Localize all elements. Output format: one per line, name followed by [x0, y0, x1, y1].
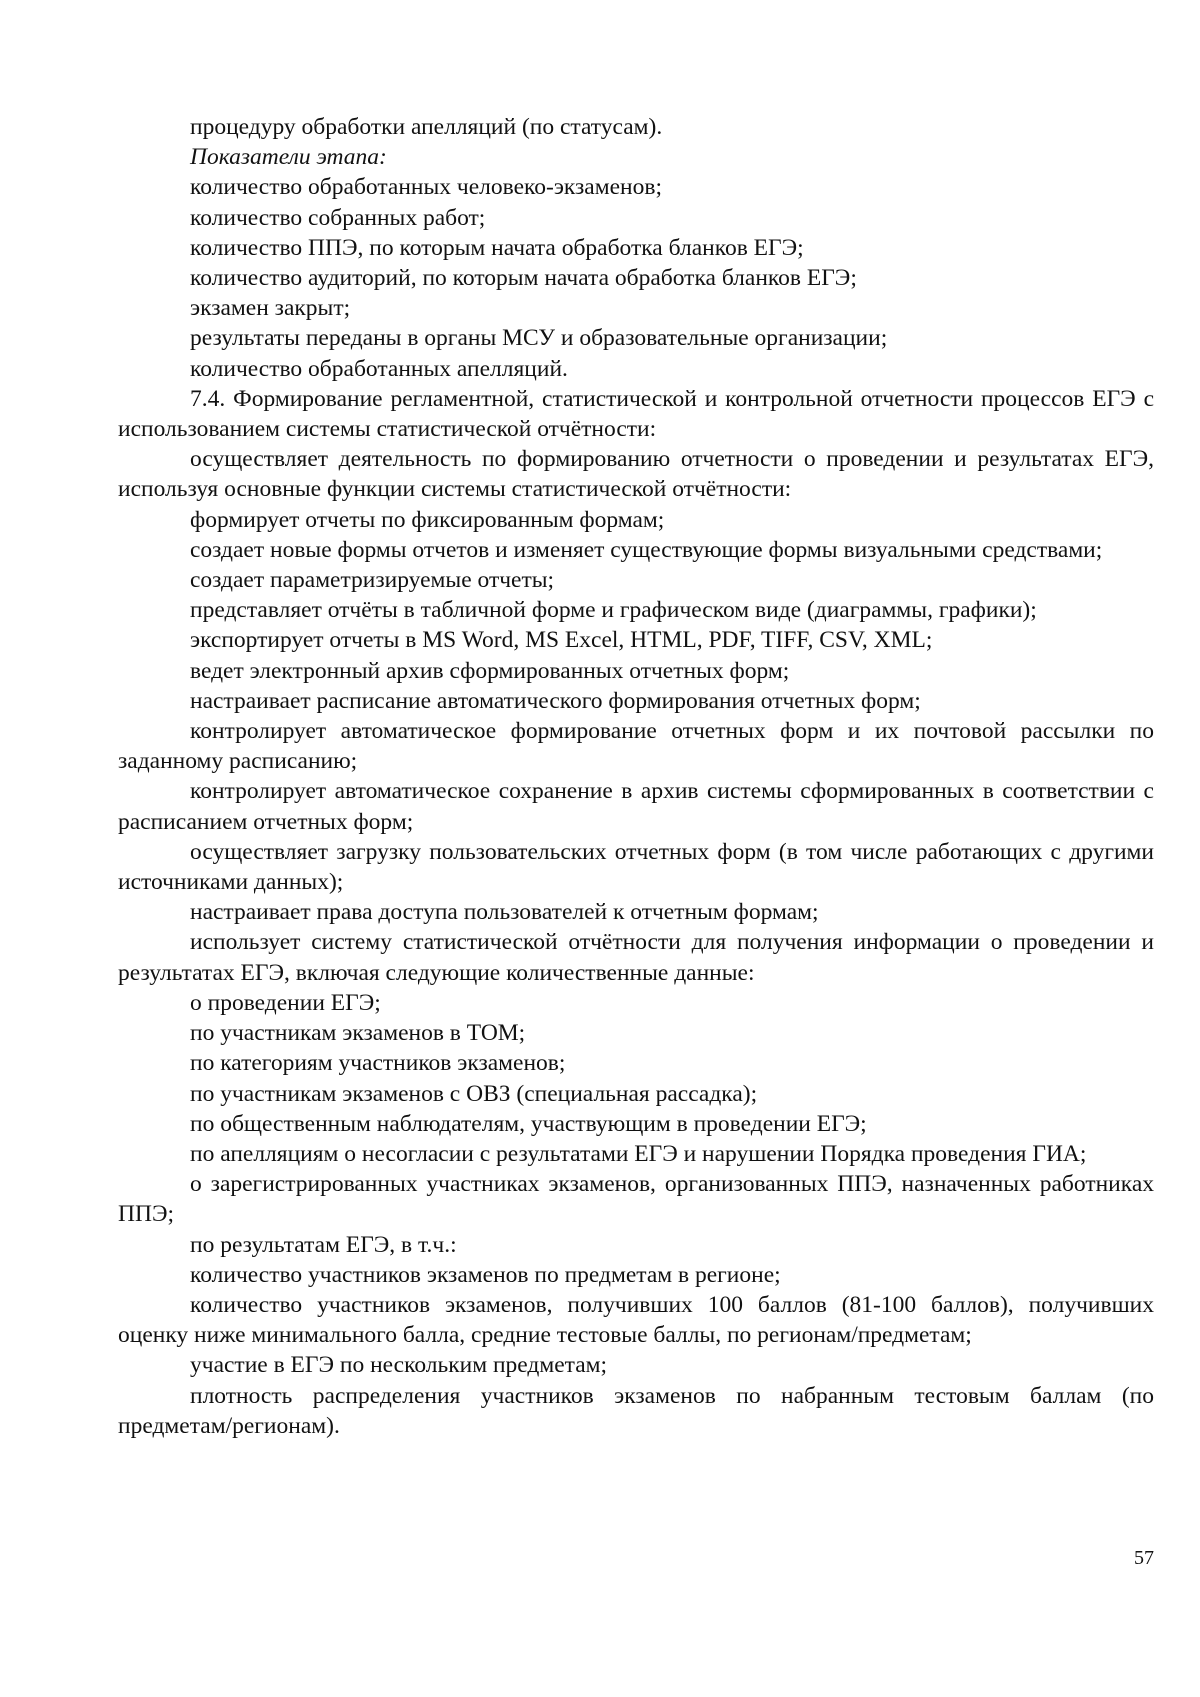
page-number: 57: [1134, 1547, 1154, 1569]
paragraph: по участникам экзаменов с ОВЗ (специальная рассадка);: [190, 1080, 758, 1107]
paragraph: по общественным наблюдателям, участвующим в проведении ЕГЭ;: [190, 1110, 867, 1137]
paragraph: количество участников экзаменов, получивших 100 баллов (81-100 баллов), получивших оценку ниже минимального балла, средние тестовые баллы, по регионам/предметам;: [118, 1291, 1154, 1349]
paragraph: количество участников экзаменов по предметам в регионе;: [190, 1261, 781, 1288]
paragraph: осуществляет деятельность по формированию отчетности о проведении и результатах ЕГЭ, используя основные функции системы статистической отчётности:: [118, 446, 1154, 503]
paragraph: создает параметризируемые отчеты;: [190, 567, 555, 594]
section-heading-7-4: 7.4. Формирование регламентной, статистической и контрольной отчетности процессов ЕГЭ с использованием системы статистической отчётности:: [118, 385, 1154, 443]
paragraph: количество обработанных человеко-экзаменов;: [190, 174, 662, 201]
paragraph: результаты переданы в органы МСУ и образовательные организации;: [190, 325, 888, 352]
paragraph: количество аудиторий, по которым начата обработка бланков ЕГЭ;: [190, 265, 857, 292]
paragraph: настраивает права доступа пользователей к отчетным формам;: [190, 899, 819, 926]
paragraph: процедуру обработки апелляций (по статусам).: [190, 114, 663, 140]
paragraph: ведет электронный архив сформированных отчетных форм;: [190, 657, 790, 684]
paragraph: экспортирует отчеты в MS Word, MS Excel, HTML, PDF, TIFF, CSV, XML;: [190, 627, 933, 654]
paragraph: плотность распределения участников экзаменов по набранным тестовым баллам (по предметам/регионам).: [118, 1382, 1154, 1439]
paragraph: о проведении ЕГЭ;: [190, 989, 381, 1016]
paragraph: по апелляциям о несогласии с результатами ЕГЭ и нарушении Порядка проведения ГИА;: [190, 1140, 1087, 1167]
paragraph: количество собранных работ;: [190, 204, 486, 231]
paragraph: контролирует автоматическое формирование отчетных форм и их почтовой рассылки по заданному расписанию;: [118, 718, 1154, 775]
paragraph: использует систему статистической отчётности для получения информации о проведении и результатах ЕГЭ, включая следующие количественные данные:: [118, 929, 1154, 986]
paragraph: экзамен закрыт;: [190, 295, 351, 322]
paragraph: по категориям участников экзаменов;: [190, 1050, 566, 1077]
paragraph: осуществляет загрузку пользовательских отчетных форм (в том числе работающих с другими источниками данных);: [118, 838, 1154, 896]
paragraph: контролирует автоматическое сохранение в архив системы сформированных в соответствии с расписанием отчетных форм;: [118, 778, 1154, 835]
paragraph: создает новые формы отчетов и изменяет существующие формы визуальными средствами;: [190, 536, 1103, 563]
paragraph: участие в ЕГЭ по нескольким предметам;: [190, 1352, 608, 1379]
paragraph: по результатам ЕГЭ, в т.ч.:: [190, 1231, 457, 1258]
paragraph: количество обработанных апелляций.: [190, 355, 568, 382]
paragraph: количество ППЭ, по которым начата обработка бланков ЕГЭ;: [190, 234, 804, 261]
document-body: [118, 112, 1154, 1441]
paragraph: о зарегистрированных участниках экзаменов, организованных ППЭ, назначенных работниках ППЭ;: [118, 1171, 1154, 1228]
paragraph: формирует отчеты по фиксированным формам;: [190, 506, 665, 533]
section-subheading: Показатели этапа:: [190, 144, 387, 171]
paragraph: по участникам экзаменов в ТОМ;: [190, 1020, 526, 1047]
paragraph: настраивает расписание автоматического формирования отчетных форм;: [190, 687, 921, 714]
paragraph: представляет отчёты в табличной форме и графическом виде (диаграммы, графики);: [190, 597, 1037, 624]
